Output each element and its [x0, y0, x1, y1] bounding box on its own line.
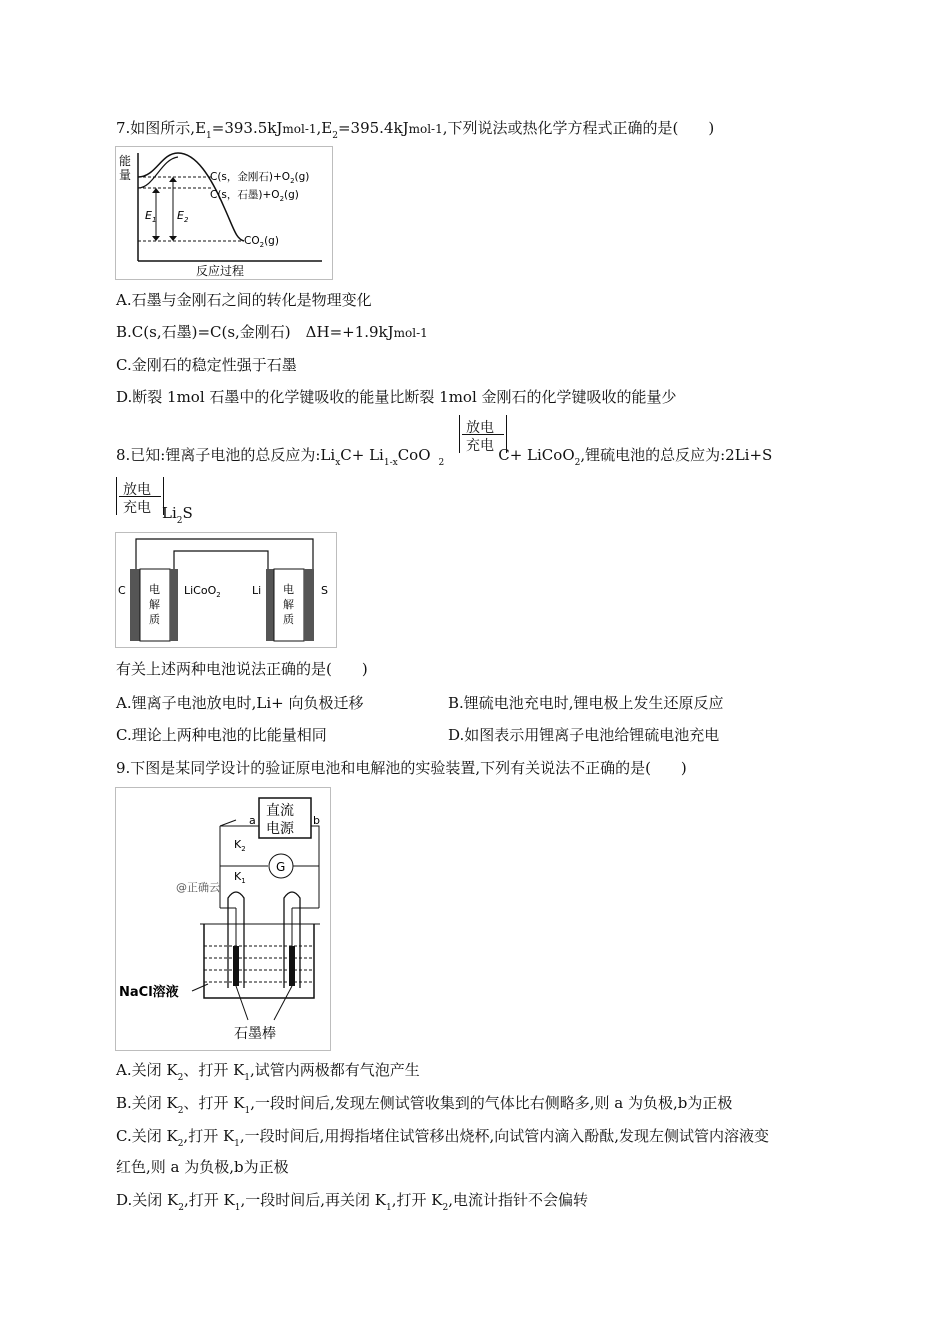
svg-text:电: 电	[283, 583, 294, 596]
electrolysis-apparatus	[115, 787, 331, 1051]
q9-option-c: C.关闭 $K_2$,打开 $K_1$,一段时间后,用拇指堵住试管移出烧杯,向试管内滴入酚酞,发现左侧试管内溶液变	[116, 1127, 769, 1149]
q8-stem-line2: $Li_2S$	[162, 504, 193, 526]
svg-text:质: 质	[283, 613, 294, 626]
label-c: C	[118, 584, 126, 597]
watermark: @正确云	[176, 881, 220, 894]
svg-text:质: 质	[149, 613, 160, 626]
galvanometer-label: G	[276, 860, 286, 874]
battery-diagram	[115, 532, 337, 648]
q8-stem: 8.已知:锂离子电池的总反应为$:Li_xC+ Li_{1-x}CoO$ $_2$ C+ LiCoO$_2$,锂硫电池的总反应为:2Li+S	[116, 446, 773, 468]
graphite-rod-right	[289, 946, 295, 986]
label-licoo2: LiCoO$_2$	[184, 584, 221, 599]
q7-stem: 7.如图所示$,E_1=393.5kJmol-1,E_2=395.4kJmol-1$,下列说法或热化学方程式正确的是( )	[116, 119, 715, 141]
e1-label: $E_1$	[145, 209, 157, 224]
beaker	[204, 924, 314, 998]
terminal-a: a	[249, 814, 256, 827]
q9-option-b: B.关闭 $K_2$、打开 $K_1$,一段时间后,发现左侧试管收集到的气体比右侧略多,则 a 为负极,b为正极	[116, 1094, 733, 1116]
co2-label: $CO_2(g)$	[244, 235, 279, 249]
terminal-b: b	[313, 814, 320, 827]
q7-option-d: D.断裂 1mol 石墨中的化学键吸收的能量比断裂 1mol 金刚石的化学键吸收的能量少	[116, 388, 677, 406]
k1-label: $K_1$	[234, 870, 246, 885]
q9-option-c-line2: 红色,则 a 为负极,b为正极	[116, 1158, 289, 1176]
curve-graphite	[138, 157, 178, 188]
inner-wire	[174, 551, 268, 569]
q8-option-d: D.如图表示用锂离子电池给锂硫电池充电	[448, 726, 720, 744]
rod-label: 石墨棒	[234, 1026, 276, 1042]
energy-diagram	[115, 146, 333, 280]
q7-option-c: C.金刚石的稳定性强于石墨	[116, 356, 297, 374]
q8-question: 有关上述两种电池说法正确的是( )	[116, 660, 368, 678]
q9-option-d: D.关闭 $K_2$,打开 $K_1$,一段时间后,再关闭 $K_1$,打开 $K_2$,电流计指针不会偏转	[116, 1191, 588, 1213]
electrode-c	[130, 569, 140, 641]
y-label-1: 能	[119, 154, 132, 168]
diamond-label: C(s，金刚石)$+O_2(g)$	[210, 171, 310, 185]
svg-text:解: 解	[283, 598, 294, 611]
electrode-licoo2	[170, 569, 178, 641]
q8-option-b: B.锂硫电池充电时,锂电极上发生还原反应	[448, 694, 724, 712]
outer-wire	[136, 539, 313, 569]
nacl-label: NaCl溶液	[119, 985, 179, 1000]
q7-option-b: B.C(s,石墨)=C(s,金刚石) ΔH=+1.9kJmol-1	[116, 323, 428, 341]
electrode-li	[266, 569, 274, 641]
energy-diagram-svg	[116, 147, 332, 279]
graphite-rod-left	[233, 946, 239, 986]
electrolysis-apparatus-svg	[116, 788, 330, 1050]
battery-diagram-svg	[116, 533, 336, 647]
reaction-arrow-1: 放电 充电	[459, 415, 507, 453]
q8-option-c: C.理论上两种电池的比能量相同	[116, 726, 327, 744]
q9-option-a: A.关闭 $K_2$、打开 $K_1$,试管内两极都有气泡产生	[116, 1061, 420, 1083]
q8-option-a: A.锂离子电池放电时,Li+ 向负极迁移	[116, 694, 364, 712]
reaction-arrow-2: 放电 充电	[116, 477, 164, 515]
svg-text:直流: 直流	[266, 803, 294, 819]
graphite-label: C(s，石墨)$+O_2(g)$	[210, 189, 299, 203]
label-li: Li	[252, 584, 262, 597]
svg-text:电: 电	[149, 583, 160, 596]
q9-stem: 9.下图是某同学设计的验证原电池和电解池的实验装置,下列有关说法不正确的是( )	[116, 759, 687, 777]
k2-label: $K_2$	[234, 838, 246, 853]
label-s: S	[321, 584, 328, 597]
svg-text:解: 解	[149, 598, 160, 611]
x-label: 反应过程	[196, 264, 245, 278]
y-label-2: 量	[119, 168, 132, 182]
e2-label: $E_2$	[177, 209, 189, 224]
q7-option-a: A.石墨与金刚石之间的转化是物理变化	[116, 291, 372, 309]
svg-text:电源: 电源	[266, 821, 294, 837]
electrode-s	[304, 569, 314, 641]
